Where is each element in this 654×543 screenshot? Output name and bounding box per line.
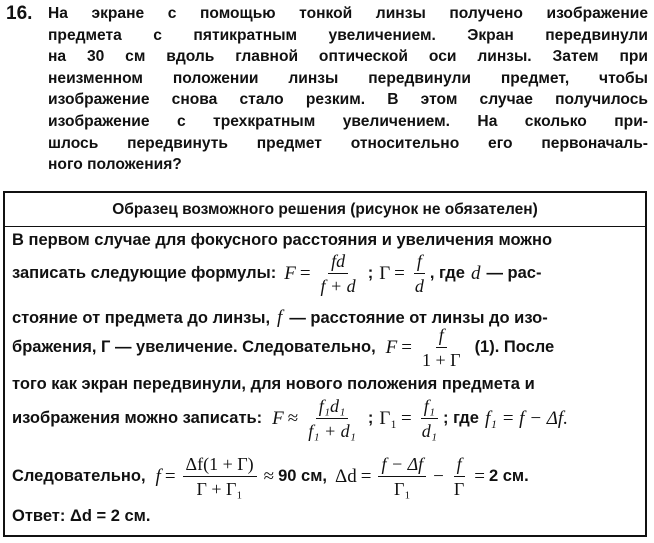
formula-fraction xyxy=(183,453,257,500)
result-value: 2 см. xyxy=(489,467,529,485)
math-operator: = xyxy=(299,262,311,284)
problem-number: 16. xyxy=(6,3,33,24)
formula-fraction xyxy=(451,453,467,500)
math-operator: = xyxy=(401,407,412,429)
solution-line-6 xyxy=(12,395,568,442)
math-symbol: f xyxy=(277,307,283,328)
solution-text: записать следующие формулы: xyxy=(12,264,277,282)
fraction-denominator: Г xyxy=(453,479,465,499)
answer-line xyxy=(12,507,150,526)
fraction-denominator: Г₁ xyxy=(393,479,411,499)
math-operator: = xyxy=(164,465,176,487)
fraction-numerator: f xyxy=(436,324,447,348)
solution-line-1 xyxy=(12,231,552,250)
solution-line-2 xyxy=(12,250,541,297)
formula-fraction xyxy=(419,324,464,371)
solution-text: изображения можно записать: xyxy=(12,409,263,427)
solution-line-4 xyxy=(12,324,554,371)
solution-box xyxy=(3,191,647,537)
answer-text: Ответ: Δd = 2 см. xyxy=(12,507,151,525)
math-symbol: Г₁ xyxy=(379,407,397,429)
problem-line: на 30 см вдоль главной оптической оси линзы. Затем при xyxy=(48,48,648,66)
problem-line: шлось передвинуть предмет относительно его первоначаль- xyxy=(48,134,648,152)
solution-text: бражения, Г — увеличение. Следовательно, xyxy=(12,338,376,356)
math-symbol: F xyxy=(385,336,398,358)
equation-tag: (1). После xyxy=(474,338,555,356)
solution-text: — рас- xyxy=(486,264,542,282)
math-symbol: Г xyxy=(379,262,391,284)
problem-line: На экране с помощью тонкой линзы получено изображение xyxy=(48,5,648,22)
formula-fraction xyxy=(378,453,426,500)
problem-line: изображение с трехкратным увеличением. На сколько при- xyxy=(48,112,648,130)
solution-line-5 xyxy=(12,375,535,394)
formula-fraction xyxy=(305,395,359,442)
fraction-denominator: Г + Г₁ xyxy=(196,479,243,499)
fraction-numerator: f xyxy=(414,250,425,274)
formula-fraction xyxy=(318,250,359,297)
math-operator: = xyxy=(360,465,372,487)
solution-text: В первом случае для фокусного расстояния и увеличения можно xyxy=(12,231,553,249)
separator: ; xyxy=(367,264,374,282)
solution-header: Образец возможного решения (рисунок не обязателен) xyxy=(5,193,645,227)
fraction-numerator: f xyxy=(454,453,465,477)
solution-text: того как экран передвинули, для нового положения предмета и xyxy=(12,375,535,393)
problem-text xyxy=(48,3,648,176)
fraction-denominator: f + d xyxy=(320,276,356,296)
math-operator: = xyxy=(394,262,405,284)
fraction-numerator: fd xyxy=(328,250,348,274)
fraction-denominator: 1 + Г xyxy=(422,350,461,370)
fraction-numerator: f₁ xyxy=(421,395,438,419)
problem-line: предмета с пятикратным увеличением. Экран передвинули xyxy=(48,26,648,44)
math-operator: − xyxy=(433,465,444,487)
result-value: 90 см, xyxy=(278,467,327,485)
solution-text: стояние от предмета до линзы, xyxy=(12,308,271,327)
math-symbol: F xyxy=(272,407,284,429)
fraction-numerator: f₁d₁ xyxy=(316,395,349,419)
fraction-numerator: f − Δf xyxy=(378,453,426,477)
fraction-denominator: d xyxy=(414,276,424,296)
math-operator: = xyxy=(474,465,485,487)
solution-text: Следовательно, xyxy=(12,467,146,485)
math-operator: ≈ xyxy=(287,407,299,429)
fraction-denominator: f₁ + d₁ xyxy=(308,421,356,441)
math-operator: ≈ xyxy=(263,465,275,487)
solution-text: ; где xyxy=(442,409,479,427)
math-symbol: f xyxy=(155,465,161,487)
math-operator: = xyxy=(401,336,412,358)
problem-statement xyxy=(6,3,648,176)
solution-line-7 xyxy=(12,453,529,500)
problem-line: изображение снова стало резким. В этом случае получилось xyxy=(48,91,648,109)
formula-fraction xyxy=(419,395,440,442)
fraction-numerator: Δf(1 + Г) xyxy=(183,453,257,477)
math-symbol: Δd xyxy=(335,465,357,487)
problem-line: ного положения? xyxy=(48,156,182,174)
formula-fraction xyxy=(412,250,427,297)
math-symbol: F xyxy=(284,262,296,284)
math-symbol: d xyxy=(470,262,481,284)
solution-text: , где xyxy=(429,264,465,282)
problem-line: неизменном положении линзы передвинули предмет, чтобы xyxy=(48,69,648,87)
fraction-denominator: d₁ xyxy=(421,421,437,441)
math-expression: f₁ = f − Δf. xyxy=(484,407,568,429)
solution-text: — расстояние от линзы до изо- xyxy=(289,308,548,327)
separator: ; xyxy=(367,409,374,427)
